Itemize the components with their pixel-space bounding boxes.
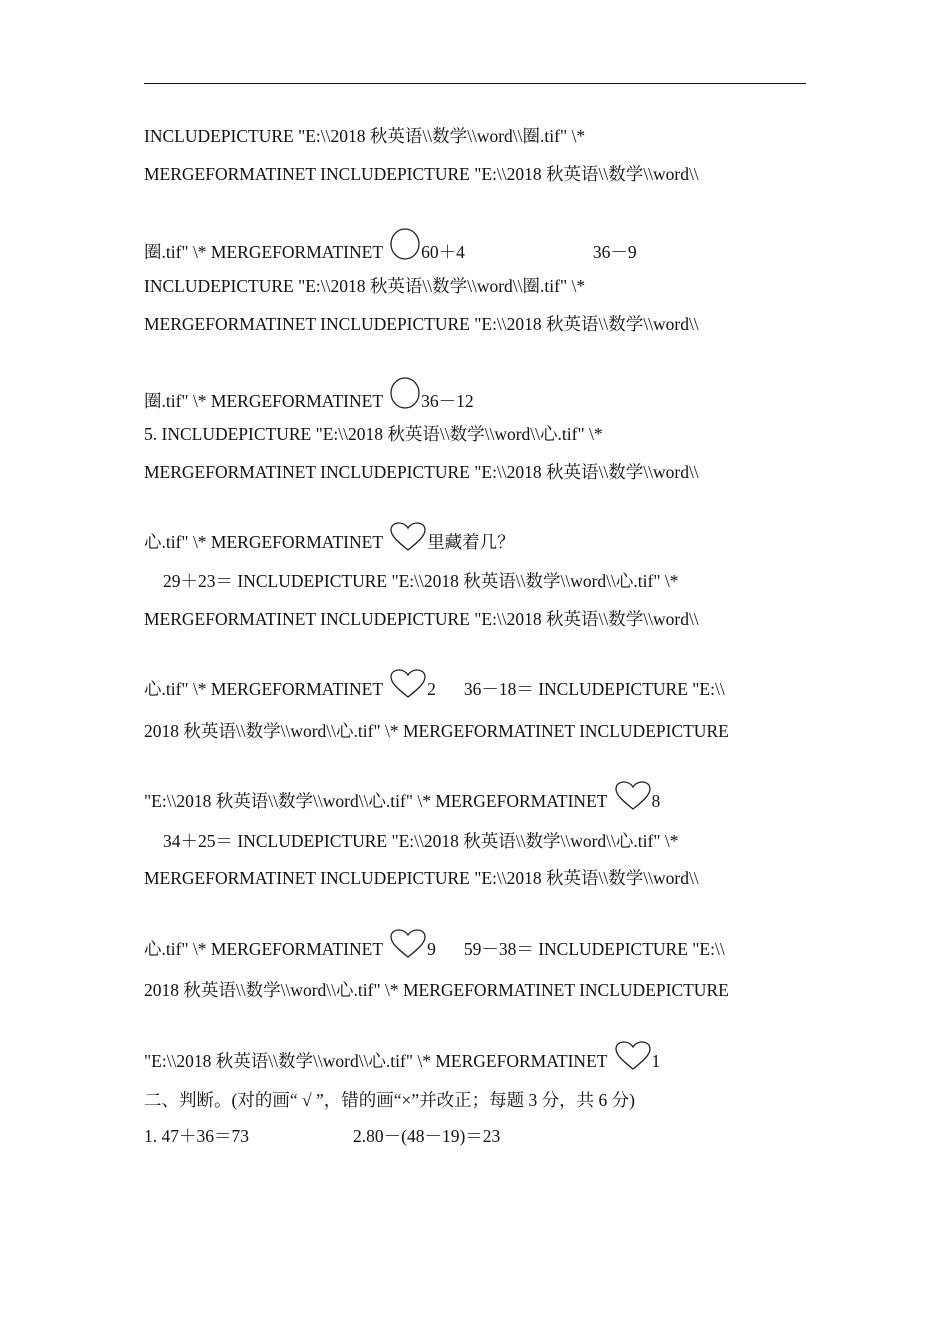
question-text: 里藏着几？ [427, 532, 515, 552]
digit-9: 9 [427, 939, 436, 959]
text-line-4: INCLUDEPICTURE "E:\\2018 秋英语\\数学\\word\\圈.tif" \* [144, 276, 586, 296]
text-line-21 [144, 1126, 500, 1146]
expression-60-plus-4: 60＋4 [421, 242, 465, 262]
text-line-12 [144, 669, 725, 699]
text-line-9 [144, 522, 515, 552]
field-code: 心.tif" \* MERGEFORMATINET [144, 532, 388, 552]
field-code: "E:\\2018 秋英语\\数学\\word\\心.tif" \* MERGEFORMATINET [144, 1051, 612, 1071]
header-rule [144, 83, 806, 84]
text-line-3 [144, 228, 637, 262]
field-code: 圈.tif" \* MERGEFORMATINET [144, 391, 388, 411]
digit-1: 1 [651, 1051, 661, 1071]
field-code: 圈.tif" \* MERGEFORMATINET [144, 242, 388, 262]
text-line-11: MERGEFORMATINET INCLUDEPICTURE "E:\\2018 秋英语\\数学\\word\\ [144, 609, 699, 629]
section-heading-judgement: 二、判断。(对的画“ √ ”，错的画“×”并改正；每题 3 分，共 6 分) [144, 1090, 635, 1110]
expression-36-minus-12: 36－12 [421, 391, 474, 411]
expression-36-minus-18: 36－18＝ INCLUDEPICTURE "E:\\ [463, 679, 725, 699]
expression-59-minus-38: 59－38＝ INCLUDEPICTURE "E:\\ [463, 939, 725, 959]
heart-icon [390, 669, 426, 699]
digit-2: 2 [427, 679, 436, 699]
digit-8: 8 [651, 791, 661, 811]
heart-icon [390, 522, 426, 552]
circle-icon [390, 377, 420, 411]
text-line-2: MERGEFORMATINET INCLUDEPICTURE "E:\\2018 秋英语\\数学\\word\\ [144, 164, 699, 184]
text-line-19 [144, 1041, 660, 1071]
text-line-16: MERGEFORMATINET INCLUDEPICTURE "E:\\2018 秋英语\\数学\\word\\ [144, 868, 699, 888]
text-line-10: 29＋23＝ INCLUDEPICTURE "E:\\2018 秋英语\\数学\\word\\心.tif" \* [163, 571, 679, 591]
text-line-6 [144, 377, 474, 411]
text-line-5: MERGEFORMATINET INCLUDEPICTURE "E:\\2018 秋英语\\数学\\word\\ [144, 314, 699, 334]
field-code: 心.tif" \* MERGEFORMATINET [144, 679, 388, 699]
question-1: 1. 47＋36＝73 [144, 1126, 249, 1146]
field-code: "E:\\2018 秋英语\\数学\\word\\心.tif" \* MERGEFORMATINET [144, 791, 612, 811]
text-line-18: 2018 秋英语\\数学\\word\\心.tif" \* MERGEFORMATINET INCLUDEPICTURE [144, 980, 729, 1000]
text-line-8: MERGEFORMATINET INCLUDEPICTURE "E:\\2018 秋英语\\数学\\word\\ [144, 462, 699, 482]
heart-icon [615, 781, 651, 811]
circle-icon [390, 228, 420, 262]
field-code: 心.tif" \* MERGEFORMATINET [144, 939, 388, 959]
text-line-14 [144, 781, 660, 811]
heart-icon [390, 929, 426, 959]
text-line-13: 2018 秋英语\\数学\\word\\心.tif" \* MERGEFORMATINET INCLUDEPICTURE [144, 721, 729, 741]
text-line-1: INCLUDEPICTURE "E:\\2018 秋英语\\数学\\word\\圈.tif" \* [144, 126, 586, 146]
text-line-7: 5. INCLUDEPICTURE "E:\\2018 秋英语\\数学\\word\\心.tif" \* [144, 424, 603, 444]
expression-36-minus-9: 36－9 [592, 242, 637, 262]
heart-icon [615, 1041, 651, 1071]
question-2: 2.80－(48－19)＝23 [353, 1126, 501, 1146]
text-line-17 [144, 929, 725, 959]
text-line-15: 34＋25＝ INCLUDEPICTURE "E:\\2018 秋英语\\数学\\word\\心.tif" \* [163, 831, 679, 851]
